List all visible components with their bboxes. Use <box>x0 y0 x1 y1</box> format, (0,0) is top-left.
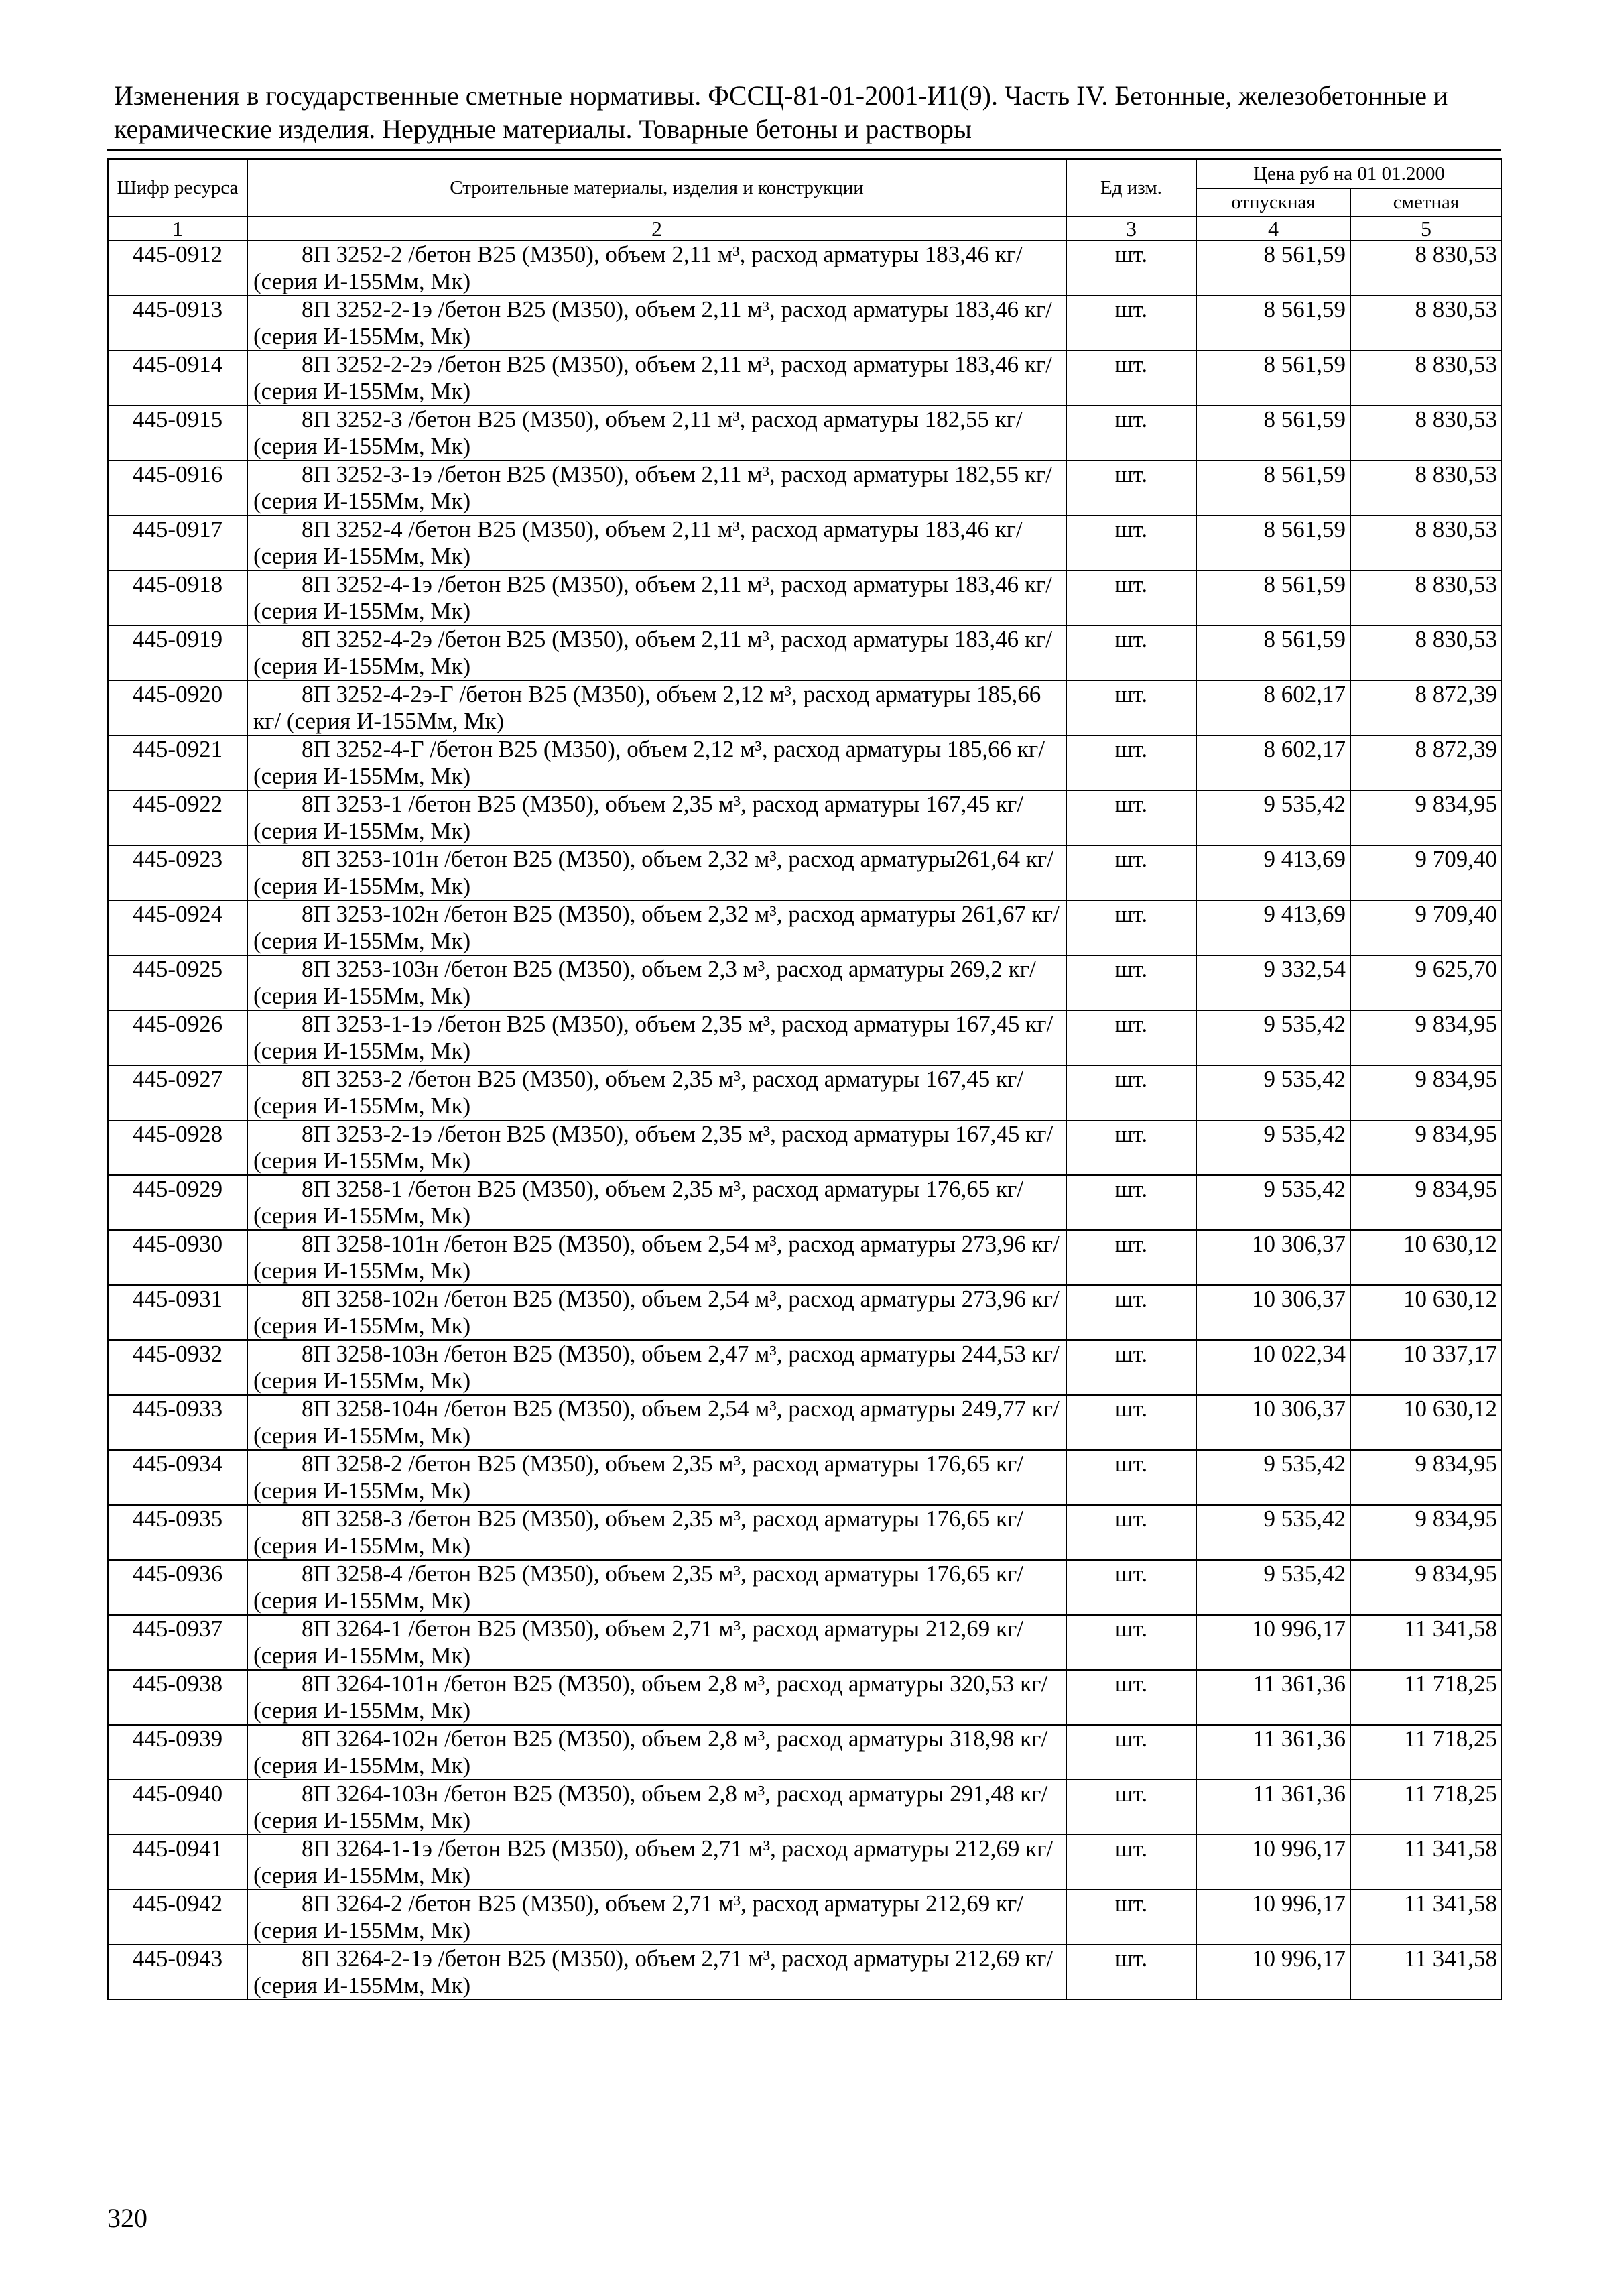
item-unit: шт. <box>1066 1615 1196 1670</box>
table-row <box>108 1835 1502 1890</box>
item-unit: шт. <box>1066 900 1196 955</box>
resource-code: 445-0920 <box>108 680 247 735</box>
price-release: 11 361,36 <box>1196 1725 1350 1780</box>
header-name: Строительные материалы, изделия и конструкции <box>247 159 1066 217</box>
item-description-text: 8П 3252-4-2э-Г /бетон В25 (М350), объем 2,12 м³, расход арматуры 185,66 кг/ (серия И-155Мм, Мк) <box>253 681 1041 734</box>
resource-code: 445-0924 <box>108 900 247 955</box>
item-description-text: 8П 3258-101н /бетон В25 (М350), объем 2,54 м³, расход арматуры 273,96 кг/ (серия И-155Мм, Мк) <box>253 1231 1060 1284</box>
price-estimate: 8 830,53 <box>1350 406 1502 461</box>
item-unit: шт. <box>1066 241 1196 296</box>
price-release: 9 535,42 <box>1196 1505 1350 1560</box>
price-release: 9 535,42 <box>1196 1120 1350 1175</box>
item-description-text: 8П 3258-2 /бетон В25 (М350), объем 2,35 м³, расход арматуры 176,65 кг/ (серия И-155Мм, Мк) <box>253 1451 1024 1504</box>
item-unit: шт. <box>1066 1725 1196 1780</box>
item-unit: шт. <box>1066 1230 1196 1285</box>
table-row <box>108 1615 1502 1670</box>
price-estimate: 8 830,53 <box>1350 241 1502 296</box>
price-estimate: 10 630,12 <box>1350 1395 1502 1450</box>
item-description-text: 8П 3253-1-1э /бетон В25 (М350), объем 2,35 м³, расход арматуры 167,45 кг/ (серия И-155Мм, Мк) <box>253 1011 1053 1064</box>
item-description <box>247 351 1066 406</box>
table-row <box>108 1560 1502 1615</box>
column-number-row <box>108 217 1502 241</box>
table-row <box>108 1175 1502 1230</box>
price-release: 10 306,37 <box>1196 1230 1350 1285</box>
item-description-text: 8П 3258-103н /бетон В25 (М350), объем 2,47 м³, расход арматуры 244,53 кг/ (серия И-155Мм, Мк) <box>253 1341 1060 1394</box>
item-description <box>247 955 1066 1010</box>
table-row <box>108 1340 1502 1395</box>
item-description-text: 8П 3253-103н /бетон В25 (М350), объем 2,3 м³, расход арматуры 269,2 кг/ (серия И-155Мм, Мк) <box>253 956 1036 1009</box>
item-description-text: 8П 3264-101н /бетон В25 (М350), объем 2,8 м³, расход арматуры 320,53 кг/ (серия И-155Мм, Мк) <box>253 1671 1048 1724</box>
column-number: 2 <box>247 217 1066 241</box>
price-estimate: 8 830,53 <box>1350 351 1502 406</box>
price-release: 8 561,59 <box>1196 406 1350 461</box>
item-description <box>247 1505 1066 1560</box>
item-description <box>247 1560 1066 1615</box>
item-description-text: 8П 3258-1 /бетон В25 (М350), объем 2,35 м³, расход арматуры 176,65 кг/ (серия И-155Мм, Мк) <box>253 1176 1024 1229</box>
item-unit: шт. <box>1066 845 1196 900</box>
item-unit: шт. <box>1066 296 1196 351</box>
item-description-text: 8П 3253-2 /бетон В25 (М350), объем 2,35 м³, расход арматуры 167,45 кг/ (серия И-155Мм, Мк) <box>253 1066 1024 1119</box>
item-unit: шт. <box>1066 1285 1196 1340</box>
price-estimate: 9 834,95 <box>1350 1505 1502 1560</box>
item-description-text: 8П 3264-1-1э /бетон В25 (М350), объем 2,71 м³, расход арматуры 212,69 кг/ (серия И-155Мм, Мк) <box>253 1835 1053 1888</box>
price-estimate: 9 709,40 <box>1350 845 1502 900</box>
item-unit: шт. <box>1066 1835 1196 1890</box>
table-body <box>108 241 1502 2000</box>
item-description-text: 8П 3253-101н /бетон В25 (М350), объем 2,32 м³, расход арматуры261,64 кг/ (серия И-155Мм, Мк) <box>253 846 1054 899</box>
item-description-text: 8П 3258-102н /бетон В25 (М350), объем 2,54 м³, расход арматуры 273,96 кг/ (серия И-155Мм, Мк) <box>253 1286 1060 1339</box>
price-release: 10 996,17 <box>1196 1945 1350 2000</box>
table-row <box>108 1890 1502 1945</box>
price-release: 9 413,69 <box>1196 900 1350 955</box>
price-release: 9 413,69 <box>1196 845 1350 900</box>
item-description <box>247 790 1066 845</box>
price-release: 9 535,42 <box>1196 1065 1350 1120</box>
item-unit: шт. <box>1066 735 1196 790</box>
table-row <box>108 241 1502 296</box>
header-title-line1: Изменения в государственные сметные нормативы. ФССЦ-81-01-2001-И1(9). Часть IV. Бетонные, железобетонные и <box>114 80 1448 111</box>
header-price-estimate: сметная <box>1350 188 1502 217</box>
page-number: 320 <box>107 2203 147 2233</box>
table-row <box>108 1230 1502 1285</box>
price-estimate: 10 630,12 <box>1350 1230 1502 1285</box>
price-release: 10 022,34 <box>1196 1340 1350 1395</box>
price-release: 8 561,59 <box>1196 241 1350 296</box>
table-row <box>108 461 1502 516</box>
resource-code: 445-0916 <box>108 461 247 516</box>
item-description <box>247 735 1066 790</box>
item-description-text: 8П 3253-2-1э /бетон В25 (М350), объем 2,35 м³, расход арматуры 167,45 кг/ (серия И-155Мм, Мк) <box>253 1121 1053 1174</box>
item-unit: шт. <box>1066 1780 1196 1835</box>
price-release: 8 561,59 <box>1196 461 1350 516</box>
price-estimate: 10 337,17 <box>1350 1340 1502 1395</box>
item-description-text: 8П 3252-3-1э /бетон В25 (М350), объем 2,11 м³, расход арматуры 182,55 кг/ (серия И-155Мм, Мк) <box>253 461 1052 514</box>
price-estimate: 11 718,25 <box>1350 1725 1502 1780</box>
price-release: 9 535,42 <box>1196 790 1350 845</box>
item-description <box>247 1285 1066 1340</box>
resource-code: 445-0942 <box>108 1890 247 1945</box>
item-unit: шт. <box>1066 1175 1196 1230</box>
price-estimate: 8 830,53 <box>1350 570 1502 625</box>
table-row <box>108 351 1502 406</box>
item-unit: шт. <box>1066 1120 1196 1175</box>
resource-code: 445-0925 <box>108 955 247 1010</box>
resource-code: 445-0935 <box>108 1505 247 1560</box>
item-unit: шт. <box>1066 570 1196 625</box>
item-description-text: 8П 3264-2-1э /бетон В25 (М350), объем 2,71 м³, расход арматуры 212,69 кг/ (серия И-155Мм, Мк) <box>253 1945 1053 1998</box>
price-release: 11 361,36 <box>1196 1670 1350 1725</box>
resource-code: 445-0939 <box>108 1725 247 1780</box>
item-unit: шт. <box>1066 1450 1196 1505</box>
price-release: 8 561,59 <box>1196 296 1350 351</box>
table-row <box>108 900 1502 955</box>
price-estimate: 9 834,95 <box>1350 790 1502 845</box>
price-estimate: 11 341,58 <box>1350 1615 1502 1670</box>
item-description <box>247 1065 1066 1120</box>
table-row <box>108 1780 1502 1835</box>
price-table <box>107 158 1502 2000</box>
item-unit: шт. <box>1066 955 1196 1010</box>
table-row <box>108 1285 1502 1340</box>
item-description <box>247 241 1066 296</box>
price-estimate: 11 718,25 <box>1350 1670 1502 1725</box>
item-description <box>247 680 1066 735</box>
item-description-text: 8П 3253-102н /бетон В25 (М350), объем 2,32 м³, расход арматуры 261,67 кг/ (серия И-155Мм, Мк) <box>253 901 1060 954</box>
item-description <box>247 1835 1066 1890</box>
resource-code: 445-0936 <box>108 1560 247 1615</box>
price-estimate: 9 834,95 <box>1350 1065 1502 1120</box>
document-header <box>114 79 1508 146</box>
price-release: 9 332,54 <box>1196 955 1350 1010</box>
item-description-text: 8П 3252-4 /бетон В25 (М350), объем 2,11 м³, расход арматуры 183,46 кг/ (серия И-155Мм, Мк) <box>253 516 1023 569</box>
item-unit: шт. <box>1066 625 1196 680</box>
price-release: 10 306,37 <box>1196 1395 1350 1450</box>
header-rule <box>107 149 1501 151</box>
table-row <box>108 790 1502 845</box>
item-unit: шт. <box>1066 461 1196 516</box>
table-row <box>108 625 1502 680</box>
item-description-text: 8П 3252-4-1э /бетон В25 (М350), объем 2,11 м³, расход арматуры 183,46 кг/ (серия И-155Мм, Мк) <box>253 571 1052 624</box>
price-estimate: 9 834,95 <box>1350 1010 1502 1065</box>
price-release: 9 535,42 <box>1196 1175 1350 1230</box>
item-unit: шт. <box>1066 1395 1196 1450</box>
price-estimate: 9 834,95 <box>1350 1450 1502 1505</box>
price-release: 10 306,37 <box>1196 1285 1350 1340</box>
item-unit: шт. <box>1066 516 1196 570</box>
table-row <box>108 735 1502 790</box>
resource-code: 445-0932 <box>108 1340 247 1395</box>
header-title-line2: керамические изделия. Нерудные материалы. Товарные бетоны и растворы <box>114 114 972 144</box>
item-unit: шт. <box>1066 1505 1196 1560</box>
item-unit: шт. <box>1066 790 1196 845</box>
price-release: 10 996,17 <box>1196 1890 1350 1945</box>
price-release: 8 561,59 <box>1196 570 1350 625</box>
header-unit: Ед изм. <box>1066 159 1196 217</box>
resource-code: 445-0919 <box>108 625 247 680</box>
item-description-text: 8П 3252-2 /бетон В25 (М350), объем 2,11 м³, расход арматуры 183,46 кг/ (серия И-155Мм, Мк) <box>253 241 1023 294</box>
item-unit: шт. <box>1066 351 1196 406</box>
price-estimate: 11 341,58 <box>1350 1945 1502 2000</box>
item-description-text: 8П 3252-4-2э /бетон В25 (М350), объем 2,11 м³, расход арматуры 183,46 кг/ (серия И-155Мм, Мк) <box>253 626 1052 679</box>
price-release: 10 996,17 <box>1196 1615 1350 1670</box>
price-release: 9 535,42 <box>1196 1010 1350 1065</box>
item-unit: шт. <box>1066 680 1196 735</box>
price-estimate: 11 341,58 <box>1350 1890 1502 1945</box>
item-description <box>247 1175 1066 1230</box>
item-description <box>247 900 1066 955</box>
resource-code: 445-0914 <box>108 351 247 406</box>
table-row <box>108 406 1502 461</box>
resource-code: 445-0926 <box>108 1010 247 1065</box>
price-release: 8 602,17 <box>1196 680 1350 735</box>
table-row <box>108 1670 1502 1725</box>
item-description-text: 8П 3252-2-1э /бетон В25 (М350), объем 2,11 м³, расход арматуры 183,46 кг/ (серия И-155Мм, Мк) <box>253 296 1052 349</box>
price-estimate: 8 872,39 <box>1350 735 1502 790</box>
table-row <box>108 680 1502 735</box>
price-release: 8 561,59 <box>1196 516 1350 570</box>
table-row <box>108 1120 1502 1175</box>
item-description <box>247 1450 1066 1505</box>
price-release: 11 361,36 <box>1196 1780 1350 1835</box>
price-estimate: 8 830,53 <box>1350 296 1502 351</box>
resource-code: 445-0913 <box>108 296 247 351</box>
price-estimate: 9 834,95 <box>1350 1560 1502 1615</box>
table-row <box>108 845 1502 900</box>
item-description <box>247 845 1066 900</box>
item-description <box>247 1230 1066 1285</box>
item-description-text: 8П 3264-102н /бетон В25 (М350), объем 2,8 м³, расход арматуры 318,98 кг/ (серия И-155Мм, Мк) <box>253 1726 1048 1778</box>
price-estimate: 9 709,40 <box>1350 900 1502 955</box>
resource-code: 445-0928 <box>108 1120 247 1175</box>
column-number: 5 <box>1350 217 1502 241</box>
item-description-text: 8П 3258-3 /бетон В25 (М350), объем 2,35 м³, расход арматуры 176,65 кг/ (серия И-155Мм, Мк) <box>253 1506 1024 1559</box>
price-estimate: 8 830,53 <box>1350 625 1502 680</box>
item-description <box>247 1010 1066 1065</box>
resource-code: 445-0941 <box>108 1835 247 1890</box>
item-description-text: 8П 3252-4-Г /бетон В25 (М350), объем 2,12 м³, расход арматуры 185,66 кг/ (серия И-155Мм, Мк) <box>253 736 1045 789</box>
item-unit: шт. <box>1066 1065 1196 1120</box>
price-release: 10 996,17 <box>1196 1835 1350 1890</box>
table-row <box>108 1065 1502 1120</box>
price-release: 8 602,17 <box>1196 735 1350 790</box>
resource-code: 445-0943 <box>108 1945 247 2000</box>
item-unit: шт. <box>1066 406 1196 461</box>
header-code: Шифр ресурса <box>108 159 247 217</box>
item-description-text: 8П 3253-1 /бетон В25 (М350), объем 2,35 м³, расход арматуры 167,45 кг/ (серия И-155Мм, Мк) <box>253 791 1024 844</box>
item-description <box>247 1395 1066 1450</box>
item-description <box>247 461 1066 516</box>
price-estimate: 9 834,95 <box>1350 1120 1502 1175</box>
resource-code: 445-0918 <box>108 570 247 625</box>
item-description-text: 8П 3252-3 /бетон В25 (М350), объем 2,11 м³, расход арматуры 182,55 кг/ (серия И-155Мм, Мк) <box>253 406 1023 459</box>
resource-code: 445-0940 <box>108 1780 247 1835</box>
item-description-text: 8П 3264-2 /бетон В25 (М350), объем 2,71 м³, расход арматуры 212,69 кг/ (серия И-155Мм, Мк) <box>253 1890 1024 1943</box>
price-release: 9 535,42 <box>1196 1450 1350 1505</box>
item-description <box>247 1945 1066 2000</box>
column-number: 4 <box>1196 217 1350 241</box>
table-row <box>108 955 1502 1010</box>
price-estimate: 9 834,95 <box>1350 1175 1502 1230</box>
resource-code: 445-0930 <box>108 1230 247 1285</box>
table-row <box>108 296 1502 351</box>
resource-code: 445-0921 <box>108 735 247 790</box>
item-unit: шт. <box>1066 1340 1196 1395</box>
price-estimate: 8 830,53 <box>1350 516 1502 570</box>
table-row <box>108 1010 1502 1065</box>
price-release: 9 535,42 <box>1196 1560 1350 1615</box>
price-estimate: 8 872,39 <box>1350 680 1502 735</box>
item-unit: шт. <box>1066 1890 1196 1945</box>
item-description <box>247 1340 1066 1395</box>
item-description <box>247 625 1066 680</box>
item-unit: шт. <box>1066 1010 1196 1065</box>
item-description <box>247 406 1066 461</box>
price-estimate: 11 718,25 <box>1350 1780 1502 1835</box>
price-estimate: 8 830,53 <box>1350 461 1502 516</box>
resource-code: 445-0923 <box>108 845 247 900</box>
table-row <box>108 1395 1502 1450</box>
column-number: 3 <box>1066 217 1196 241</box>
item-description-text: 8П 3264-1 /бетон В25 (М350), объем 2,71 м³, расход арматуры 212,69 кг/ (серия И-155Мм, Мк) <box>253 1616 1024 1669</box>
item-description <box>247 1725 1066 1780</box>
header-price-group: Цена руб на 01 01.2000 <box>1196 159 1502 188</box>
item-description <box>247 516 1066 570</box>
item-description-text: 8П 3252-2-2э /бетон В25 (М350), объем 2,11 м³, расход арматуры 183,46 кг/ (серия И-155Мм, Мк) <box>253 351 1052 404</box>
item-description <box>247 1120 1066 1175</box>
item-unit: шт. <box>1066 1945 1196 2000</box>
price-release: 8 561,59 <box>1196 625 1350 680</box>
resource-code: 445-0937 <box>108 1615 247 1670</box>
resource-code: 445-0929 <box>108 1175 247 1230</box>
item-description <box>247 296 1066 351</box>
item-unit: шт. <box>1066 1670 1196 1725</box>
resource-code: 445-0934 <box>108 1450 247 1505</box>
table-row <box>108 516 1502 570</box>
item-description <box>247 1670 1066 1725</box>
item-description <box>247 1890 1066 1945</box>
table-row <box>108 1945 1502 2000</box>
price-estimate: 9 625,70 <box>1350 955 1502 1010</box>
table-row <box>108 570 1502 625</box>
resource-code: 445-0933 <box>108 1395 247 1450</box>
resource-code: 445-0922 <box>108 790 247 845</box>
item-description <box>247 570 1066 625</box>
column-number: 1 <box>108 217 247 241</box>
price-estimate: 10 630,12 <box>1350 1285 1502 1340</box>
resource-code: 445-0927 <box>108 1065 247 1120</box>
item-description <box>247 1780 1066 1835</box>
item-description-text: 8П 3264-103н /бетон В25 (М350), объем 2,8 м³, расход арматуры 291,48 кг/ (серия И-155Мм, Мк) <box>253 1780 1048 1833</box>
item-description-text: 8П 3258-4 /бетон В25 (М350), объем 2,35 м³, расход арматуры 176,65 кг/ (серия И-155Мм, Мк) <box>253 1561 1024 1614</box>
price-release: 8 561,59 <box>1196 351 1350 406</box>
item-description <box>247 1615 1066 1670</box>
price-estimate: 11 341,58 <box>1350 1835 1502 1890</box>
item-description-text: 8П 3258-104н /бетон В25 (М350), объем 2,54 м³, расход арматуры 249,77 кг/ (серия И-155Мм, Мк) <box>253 1396 1060 1449</box>
table-row <box>108 1505 1502 1560</box>
resource-code: 445-0931 <box>108 1285 247 1340</box>
resource-code: 445-0912 <box>108 241 247 296</box>
resource-code: 445-0917 <box>108 516 247 570</box>
table-row <box>108 1725 1502 1780</box>
resource-code: 445-0915 <box>108 406 247 461</box>
resource-code: 445-0938 <box>108 1670 247 1725</box>
table-row <box>108 1450 1502 1505</box>
item-unit: шт. <box>1066 1560 1196 1615</box>
header-price-release: отпускная <box>1196 188 1350 217</box>
